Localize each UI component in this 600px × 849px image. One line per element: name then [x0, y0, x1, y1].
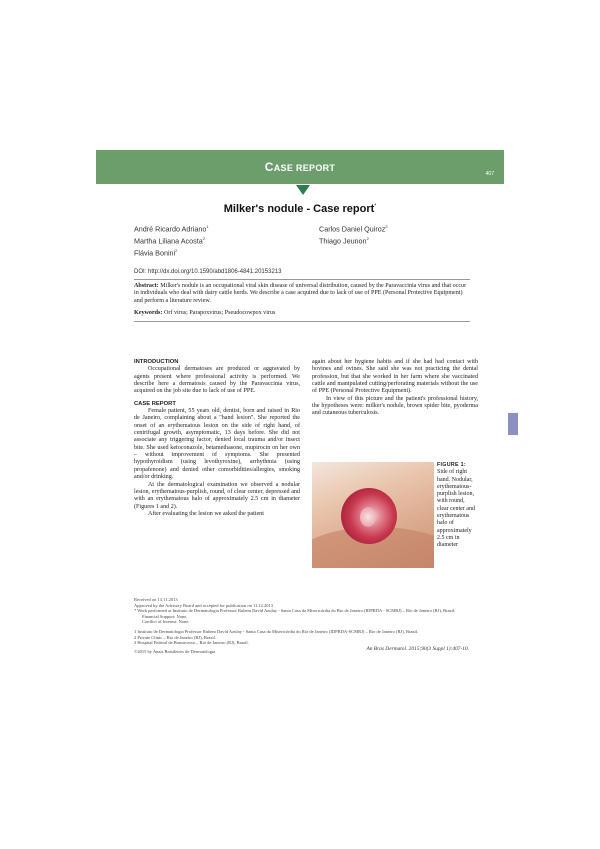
right-paragraph-1: again about her hygiene habits and if she had had contact with bovines and ovines. She said she was not practicing the dental profession, but that she worked in her farm where she vaccinated cattle and manipulated cutting/perforating materials without the use of PPE (Personal Protective Equipment). [312, 359, 478, 395]
journal-reference: An Bras Dermatol. 2015;90(3 Suppl 1):407-10. [366, 646, 469, 652]
figure-1-caption: FIGURE 1: Side of right hand. Nodular, erythematous-purplish lesion, with round, clear center and erythematous halo of approximately 2.5 cm in diameter [437, 462, 475, 549]
case-report-heading: CASE REPORT [134, 400, 176, 407]
footnotes: Received on 13.11.2013 Approved by the Advisory Board and accepted for publication on 11.12.2013 * Work performed at Instituto de Dermatologia Professor Rubem David Azulay - Santa Casa da Misericórdia do Rio de Janeiro (IDPRDA - SCMRJ) – Rio de Janeiro (RJ), Brazil. Financial Support: None. Conflict of Interest: None. 1 Instituto de Dermatologia Professor Rubem David Azulay - Santa Casa da Misericórdia do Rio de Janeiro (IDPRDA-SCMRJ) – Rio de Janeiro (RJ), Brazil. 2 Private Clinic – Rio de Janeiro (RJ), Brazil. 3 Hospital Federal de Bonsucesso – Rio de Janeiro (RJ), Brazil. ©2015 by Anais Brasileiros de Dermatologia [134, 597, 456, 654]
author-1: André Ricardo Adriano$^1$ [134, 224, 209, 234]
author-5: Thiago Jeunon$^2$ [319, 236, 369, 246]
author-3: Flávia Bonini$^2$ [134, 248, 178, 258]
side-tab-marker [508, 413, 518, 435]
introduction-text: Occupational dermatoses are produced or aggravated by agents present where professional activity is performed. We describe here a dermatosis caused by the Paravaccinia virus, acquired on the job site due to lack of use of PPE. [134, 366, 300, 395]
left-column [134, 359, 300, 518]
doi-link[interactable]: DOI: http://dx.doi.org/10.1590/abd1806-4841.20153213 [134, 269, 282, 275]
article-title: Milker's nodule - Case report* [223, 203, 377, 215]
page-number: 407 [485, 171, 494, 177]
section-title: CASE REPORT [264, 160, 336, 174]
divider [134, 279, 470, 280]
right-paragraph-2: In view of this picture and the patient's professional history, the hypotheses were: milker's nodule, brown spider bite, pyoderma and cutaneous tuberculosis. [312, 395, 478, 417]
section-header-bar [96, 150, 504, 184]
author-2: Martha Liliana Acosta$^2$ [134, 236, 205, 246]
case-paragraph-3: After evaluating the lesion we asked the patient [148, 510, 264, 517]
author-4: Carlos Daniel Quiroz$^2$ [319, 224, 388, 234]
triangle-marker-icon [296, 185, 310, 195]
case-paragraph-1: Female patient, 55 years old, dentist, born and raised in Rio de Janeiro, complaining about a "hand lesion". She reported the onset of an erythematous lesion on the side of right hand, of centrifugal growth, asymptomatic, 13 days before. She did not associate any triggering factor, denied local trauma and/or insect bite. She used ketoconazole, betamethasone, mupirocin on her own – without improvement of symptoms. She presented hypothyroidism (using levothyroxine), arrhythmia (using propafenone) and denied other comorbidities/allergies, smoking and/or drinking. [134, 408, 300, 481]
divider [134, 321, 470, 322]
introduction-heading: INTRODUCTION [134, 359, 179, 365]
case-paragraph-2: At the dermatological examination we observed a nodular lesion, erythematous-purplish, round, of clear center, depressed and with an erythematous halo of approximately 2.5 cm in diameter (Figures 1 and 2). [134, 481, 300, 510]
figure-1-photo [312, 462, 434, 568]
keywords: Keywords: Orf virus; Parapoxvirus; Pseudocowpox virus [134, 310, 276, 316]
abstract: Abstract: Milker's nodule is an occupational viral skin disease of universal distribution, caused by the Paravaccinia virus and that occur in individuals who deal with dairy cattle herds. We describe a case acquired due to lack of use of PPE (Personal Protective Equipment) and perform a literature review. [134, 283, 467, 304]
right-column [312, 359, 478, 418]
